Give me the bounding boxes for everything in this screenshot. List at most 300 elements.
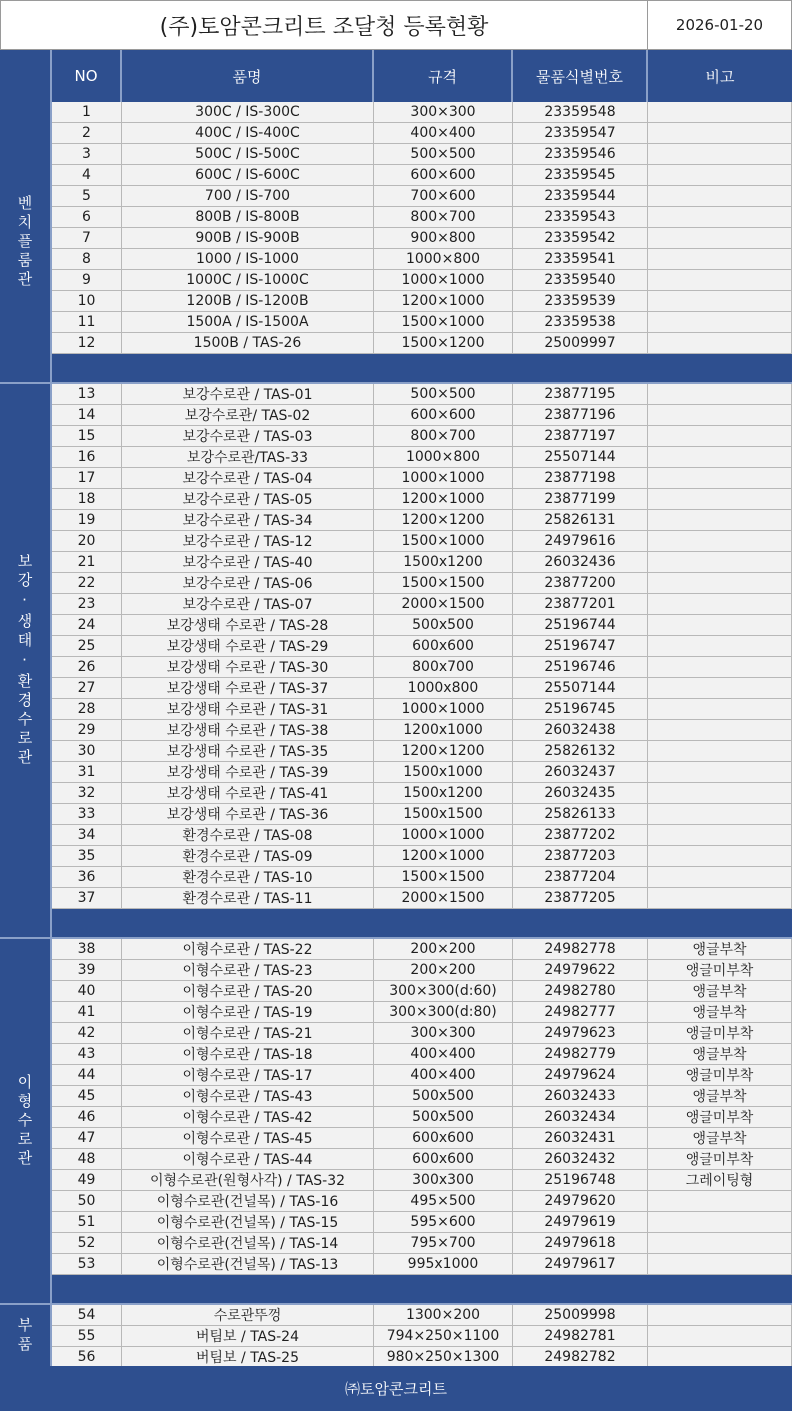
table-row [52,165,792,186]
cell-item-id: 25826132 [513,741,648,762]
cell-no: 9 [52,270,122,291]
cell-item-name: 수로관뚜껑 [122,1305,374,1326]
cell-spec: 1000×800 [374,249,513,270]
cell-remarks [648,312,792,333]
table-row [52,123,792,144]
table-row [52,144,792,165]
cell-remarks [648,615,792,636]
cell-spec: 700×600 [374,186,513,207]
table-row [52,1107,792,1128]
cell-spec: 1200×1200 [374,510,513,531]
cell-item-name: 보강생태 수로관 / TAS-29 [122,636,374,657]
cell-no: 42 [52,1023,122,1044]
cell-item-id: 26032431 [513,1128,648,1149]
cell-no: 17 [52,468,122,489]
cell-spec: 1000×800 [374,447,513,468]
table-row [52,825,792,846]
cell-remarks [648,846,792,867]
table-row [52,867,792,888]
table-row [52,762,792,783]
cell-item-name: 이형수로관(원형사각) / TAS-32 [122,1170,374,1191]
cell-item-id: 25196746 [513,657,648,678]
cell-item-name: 보강수로관 / TAS-07 [122,594,374,615]
cell-no: 52 [52,1233,122,1254]
cell-item-name: 이형수로관 / TAS-19 [122,1002,374,1023]
cell-item-name: 이형수로관(건널목) / TAS-14 [122,1233,374,1254]
cell-remarks: 앵글부착 [648,1128,792,1149]
cell-spec: 400×400 [374,1044,513,1065]
table-row [52,1347,792,1368]
header-no: NO [52,50,122,102]
cell-remarks [648,426,792,447]
cell-spec: 1000×1000 [374,699,513,720]
cell-item-id: 25009998 [513,1305,648,1326]
cell-no: 23 [52,594,122,615]
cell-no: 4 [52,165,122,186]
cell-item-name: 이형수로관 / TAS-22 [122,939,374,960]
cell-spec: 200×200 [374,960,513,981]
cell-item-name: 1500A / IS-1500A [122,312,374,333]
header-spec: 규격 [374,50,513,102]
table-row [52,783,792,804]
table-row [52,1326,792,1347]
cell-spec: 1500×1000 [374,531,513,552]
cell-item-id: 26032435 [513,783,648,804]
cell-item-id: 24979623 [513,1023,648,1044]
cell-item-name: 보강수로관/TAS-33 [122,447,374,468]
cell-no: 47 [52,1128,122,1149]
cell-item-id: 23877202 [513,825,648,846]
cell-spec: 500×500 [374,384,513,405]
cell-no: 30 [52,741,122,762]
cell-item-id: 23877196 [513,405,648,426]
cell-remarks [648,447,792,468]
table-row [52,405,792,426]
cell-spec: 795×700 [374,1233,513,1254]
cell-no: 22 [52,573,122,594]
table-row [52,594,792,615]
cell-no: 10 [52,291,122,312]
cell-item-id: 25826131 [513,510,648,531]
cell-no: 18 [52,489,122,510]
section-separator [52,1275,792,1305]
cell-item-name: 이형수로관 / TAS-23 [122,960,374,981]
cell-remarks [648,1254,792,1275]
cell-spec: 600x600 [374,1149,513,1170]
cell-item-name: 보강생태 수로관 / TAS-28 [122,615,374,636]
cell-spec: 1500x1500 [374,804,513,825]
sheet-title: (주)토암콘크리트 조달청 등록현황 [0,0,648,50]
cell-item-name: 500C / IS-500C [122,144,374,165]
cell-no: 35 [52,846,122,867]
cell-item-id: 24982777 [513,1002,648,1023]
cell-no: 26 [52,657,122,678]
cell-item-name: 보강수로관 / TAS-12 [122,531,374,552]
cell-spec: 600x600 [374,1128,513,1149]
cell-no: 33 [52,804,122,825]
cell-spec: 995x1000 [374,1254,513,1275]
cell-spec: 600x600 [374,636,513,657]
cell-item-id: 24982779 [513,1044,648,1065]
cell-remarks [648,888,792,909]
cell-item-name: 이형수로관(건널목) / TAS-16 [122,1191,374,1212]
cell-item-id: 23877197 [513,426,648,447]
table-row [52,981,792,1002]
cell-remarks [648,867,792,888]
table-row [52,1065,792,1086]
section-separator [52,909,792,939]
cell-no: 54 [52,1305,122,1326]
cell-remarks [648,594,792,615]
cell-spec: 800×700 [374,207,513,228]
category-label [0,1305,52,1368]
cell-remarks [648,531,792,552]
table-row [52,1002,792,1023]
cell-no: 44 [52,1065,122,1086]
table-row [52,207,792,228]
cell-no: 5 [52,186,122,207]
cell-spec: 800x700 [374,657,513,678]
cell-remarks [648,783,792,804]
table-row [52,573,792,594]
cell-spec: 1500x1000 [374,762,513,783]
cell-item-name: 환경수로관 / TAS-10 [122,867,374,888]
cell-spec: 1500x1200 [374,783,513,804]
cell-item-name: 이형수로관 / TAS-17 [122,1065,374,1086]
table-row [52,447,792,468]
cell-item-id: 24982782 [513,1347,648,1368]
cell-no: 6 [52,207,122,228]
cell-item-id: 26032432 [513,1149,648,1170]
cell-item-id: 25009997 [513,333,648,354]
table-row [52,186,792,207]
cell-spec: 400×400 [374,1065,513,1086]
cell-item-id: 23359543 [513,207,648,228]
table-row [52,615,792,636]
cell-spec: 1000x800 [374,678,513,699]
cell-item-name: 300C / IS-300C [122,102,374,123]
cell-item-name: 보강생태 수로관 / TAS-37 [122,678,374,699]
cell-spec: 600×600 [374,165,513,186]
cell-item-name: 1500B / TAS-26 [122,333,374,354]
cell-item-id: 24979622 [513,960,648,981]
cell-item-id: 25507144 [513,447,648,468]
cell-item-id: 24979619 [513,1212,648,1233]
cell-item-name: 버팀보 / TAS-24 [122,1326,374,1347]
cell-remarks [648,825,792,846]
cell-no: 16 [52,447,122,468]
cell-item-name: 이형수로관 / TAS-21 [122,1023,374,1044]
cell-item-id: 23359541 [513,249,648,270]
table-row [52,1023,792,1044]
cell-item-name: 600C / IS-600C [122,165,374,186]
table-row [52,270,792,291]
cell-spec: 500x500 [374,1107,513,1128]
cell-item-id: 24979616 [513,531,648,552]
cell-remarks [648,1191,792,1212]
cell-remarks: 앵글미부착 [648,1023,792,1044]
cell-item-id: 23877199 [513,489,648,510]
cell-item-name: 버팀보 / TAS-25 [122,1347,374,1368]
cell-item-id: 23877205 [513,888,648,909]
cell-no: 31 [52,762,122,783]
table-row [52,531,792,552]
table-row [52,1233,792,1254]
cell-remarks [648,384,792,405]
cell-item-name: 보강수로관 / TAS-34 [122,510,374,531]
header-item-id: 물품식별번호 [513,50,648,102]
cell-spec: 300×300 [374,1023,513,1044]
table-row [52,960,792,981]
cell-item-id: 25196748 [513,1170,648,1191]
table-row [52,468,792,489]
cell-spec: 595×600 [374,1212,513,1233]
cell-spec: 300×300 [374,102,513,123]
cell-item-name: 보강생태 수로관 / TAS-36 [122,804,374,825]
cell-spec: 300x300 [374,1170,513,1191]
table-row [52,228,792,249]
cell-no: 1 [52,102,122,123]
cell-remarks [648,333,792,354]
cell-spec: 980×250×1300 [374,1347,513,1368]
cell-item-id: 25196745 [513,699,648,720]
cell-remarks [648,552,792,573]
cell-item-id: 24979624 [513,1065,648,1086]
cell-no: 51 [52,1212,122,1233]
cell-item-name: 이형수로관 / TAS-20 [122,981,374,1002]
cell-no: 15 [52,426,122,447]
cell-item-name: 1200B / IS-1200B [122,291,374,312]
cell-item-name: 보강생태 수로관 / TAS-31 [122,699,374,720]
cell-item-id: 26032434 [513,1107,648,1128]
cell-no: 34 [52,825,122,846]
cell-no: 37 [52,888,122,909]
table-row [52,489,792,510]
cell-no: 14 [52,405,122,426]
header-remarks: 비고 [648,50,792,102]
cell-item-id: 23877203 [513,846,648,867]
cell-item-name: 보강수로관 / TAS-40 [122,552,374,573]
cell-item-name: 이형수로관 / TAS-42 [122,1107,374,1128]
cell-no: 20 [52,531,122,552]
cell-spec: 1300×200 [374,1305,513,1326]
cell-item-name: 이형수로관(건널목) / TAS-13 [122,1254,374,1275]
table-row [52,249,792,270]
table-row [52,1086,792,1107]
cell-item-name: 1000C / IS-1000C [122,270,374,291]
cell-item-name: 900B / IS-900B [122,228,374,249]
cell-remarks [648,699,792,720]
cell-remarks: 앵글미부착 [648,1107,792,1128]
table-row [52,1191,792,1212]
cell-remarks: 앵글미부착 [648,960,792,981]
cell-no: 25 [52,636,122,657]
table-row [52,888,792,909]
cell-item-id: 23359542 [513,228,648,249]
cell-item-name: 보강수로관 / TAS-01 [122,384,374,405]
cell-item-name: 800B / IS-800B [122,207,374,228]
cell-no: 56 [52,1347,122,1368]
cell-remarks [648,804,792,825]
cell-remarks: 앵글미부착 [648,1149,792,1170]
cell-remarks [648,270,792,291]
table-row [52,1212,792,1233]
category-label-text: 보강·생태·환경수로관 [15,553,34,768]
cell-item-id: 26032436 [513,552,648,573]
cell-remarks [648,762,792,783]
cell-remarks [648,1212,792,1233]
cell-remarks [648,741,792,762]
cell-spec: 2000×1500 [374,888,513,909]
cell-remarks [648,102,792,123]
cell-no: 32 [52,783,122,804]
cell-item-id: 25826133 [513,804,648,825]
table-row [52,939,792,960]
cell-item-name: 이형수로관 / TAS-43 [122,1086,374,1107]
cell-no: 41 [52,1002,122,1023]
cell-no: 28 [52,699,122,720]
cell-no: 12 [52,333,122,354]
cell-spec: 1200×1000 [374,846,513,867]
category-label [0,384,52,939]
cell-item-id: 24979617 [513,1254,648,1275]
cell-spec: 1200×1200 [374,741,513,762]
cell-item-name: 400C / IS-400C [122,123,374,144]
table-row [52,333,792,354]
cell-item-id: 25196747 [513,636,648,657]
cell-item-name: 이형수로관 / TAS-44 [122,1149,374,1170]
cell-item-id: 23359546 [513,144,648,165]
table-row [52,678,792,699]
cell-item-name: 보강수로관 / TAS-05 [122,489,374,510]
cell-no: 27 [52,678,122,699]
cell-item-name: 보강수로관 / TAS-06 [122,573,374,594]
cell-no: 21 [52,552,122,573]
cell-remarks: 앵글부착 [648,1002,792,1023]
cell-item-name: 이형수로관 / TAS-45 [122,1128,374,1149]
cell-item-id: 23877201 [513,594,648,615]
cell-item-id: 23359547 [513,123,648,144]
cell-remarks [648,720,792,741]
cell-item-id: 24979620 [513,1191,648,1212]
cell-no: 13 [52,384,122,405]
cell-remarks [648,123,792,144]
cell-no: 43 [52,1044,122,1065]
cell-item-name: 보강생태 수로관 / TAS-35 [122,741,374,762]
cell-remarks [648,291,792,312]
cell-item-name: 환경수로관 / TAS-11 [122,888,374,909]
cell-spec: 300×300(d:60) [374,981,513,1002]
cell-no: 39 [52,960,122,981]
cell-item-name: 보강수로관 / TAS-04 [122,468,374,489]
cell-spec: 200×200 [374,939,513,960]
table-row [52,1254,792,1275]
cell-item-id: 23359544 [513,186,648,207]
cell-spec: 900×800 [374,228,513,249]
cell-spec: 400×400 [374,123,513,144]
category-label-text: 이형수로관 [15,1073,34,1169]
cell-spec: 2000×1500 [374,594,513,615]
cell-item-name: 보강수로관 / TAS-03 [122,426,374,447]
cell-item-name: 보강생태 수로관 / TAS-39 [122,762,374,783]
cell-no: 40 [52,981,122,1002]
cell-remarks [648,165,792,186]
cell-item-id: 23877198 [513,468,648,489]
table-row [52,1128,792,1149]
cell-item-id: 23877195 [513,384,648,405]
cell-item-name: 보강생태 수로관 / TAS-41 [122,783,374,804]
table-row [52,657,792,678]
cell-item-id: 23877200 [513,573,648,594]
table-row [52,699,792,720]
table-row [52,636,792,657]
cell-no: 50 [52,1191,122,1212]
table-row [52,510,792,531]
sheet-date: 2026-01-20 [647,0,792,50]
cell-item-id: 23359539 [513,291,648,312]
cell-item-id: 24982778 [513,939,648,960]
cell-spec: 1500×1000 [374,312,513,333]
cell-spec: 600×600 [374,405,513,426]
category-label-text: 벤치플룸관 [15,194,34,290]
cell-spec: 1500×1200 [374,333,513,354]
cell-item-name: 이형수로관(건널목) / TAS-15 [122,1212,374,1233]
cell-remarks [648,144,792,165]
cell-item-name: 보강수로관/ TAS-02 [122,405,374,426]
cell-remarks [648,207,792,228]
cell-item-id: 23359548 [513,102,648,123]
cell-remarks: 앵글부착 [648,939,792,960]
cell-item-id: 23359538 [513,312,648,333]
cell-no: 49 [52,1170,122,1191]
cell-no: 48 [52,1149,122,1170]
cell-no: 24 [52,615,122,636]
table-row [52,846,792,867]
cell-no: 7 [52,228,122,249]
cell-spec: 300×300(d:80) [374,1002,513,1023]
cell-no: 38 [52,939,122,960]
table-row [52,102,792,123]
cell-remarks: 앵글부착 [648,1086,792,1107]
cell-spec: 500x500 [374,1086,513,1107]
cell-remarks: 앵글부착 [648,981,792,1002]
cell-remarks [648,249,792,270]
cell-remarks: 앵글부착 [648,1044,792,1065]
cell-item-id: 25196744 [513,615,648,636]
cell-item-id: 24982781 [513,1326,648,1347]
cell-remarks [648,678,792,699]
cell-no: 8 [52,249,122,270]
cell-spec: 1500×1500 [374,867,513,888]
cell-remarks [648,1233,792,1254]
cell-remarks [648,1347,792,1368]
cell-remarks [648,657,792,678]
cell-spec: 794×250×1100 [374,1326,513,1347]
cell-no: 46 [52,1107,122,1128]
cell-no: 55 [52,1326,122,1347]
cell-remarks: 앵글미부착 [648,1065,792,1086]
cell-item-id: 26032433 [513,1086,648,1107]
cell-remarks [648,573,792,594]
section-separator [52,354,792,384]
category-label-text: 부품 [15,1316,34,1355]
category-label [0,102,52,384]
cell-spec: 1500×1500 [374,573,513,594]
cell-remarks [648,636,792,657]
cell-item-id: 23359540 [513,270,648,291]
cell-remarks [648,1326,792,1347]
footer-company: ㈜토암콘크리트 [0,1366,792,1411]
